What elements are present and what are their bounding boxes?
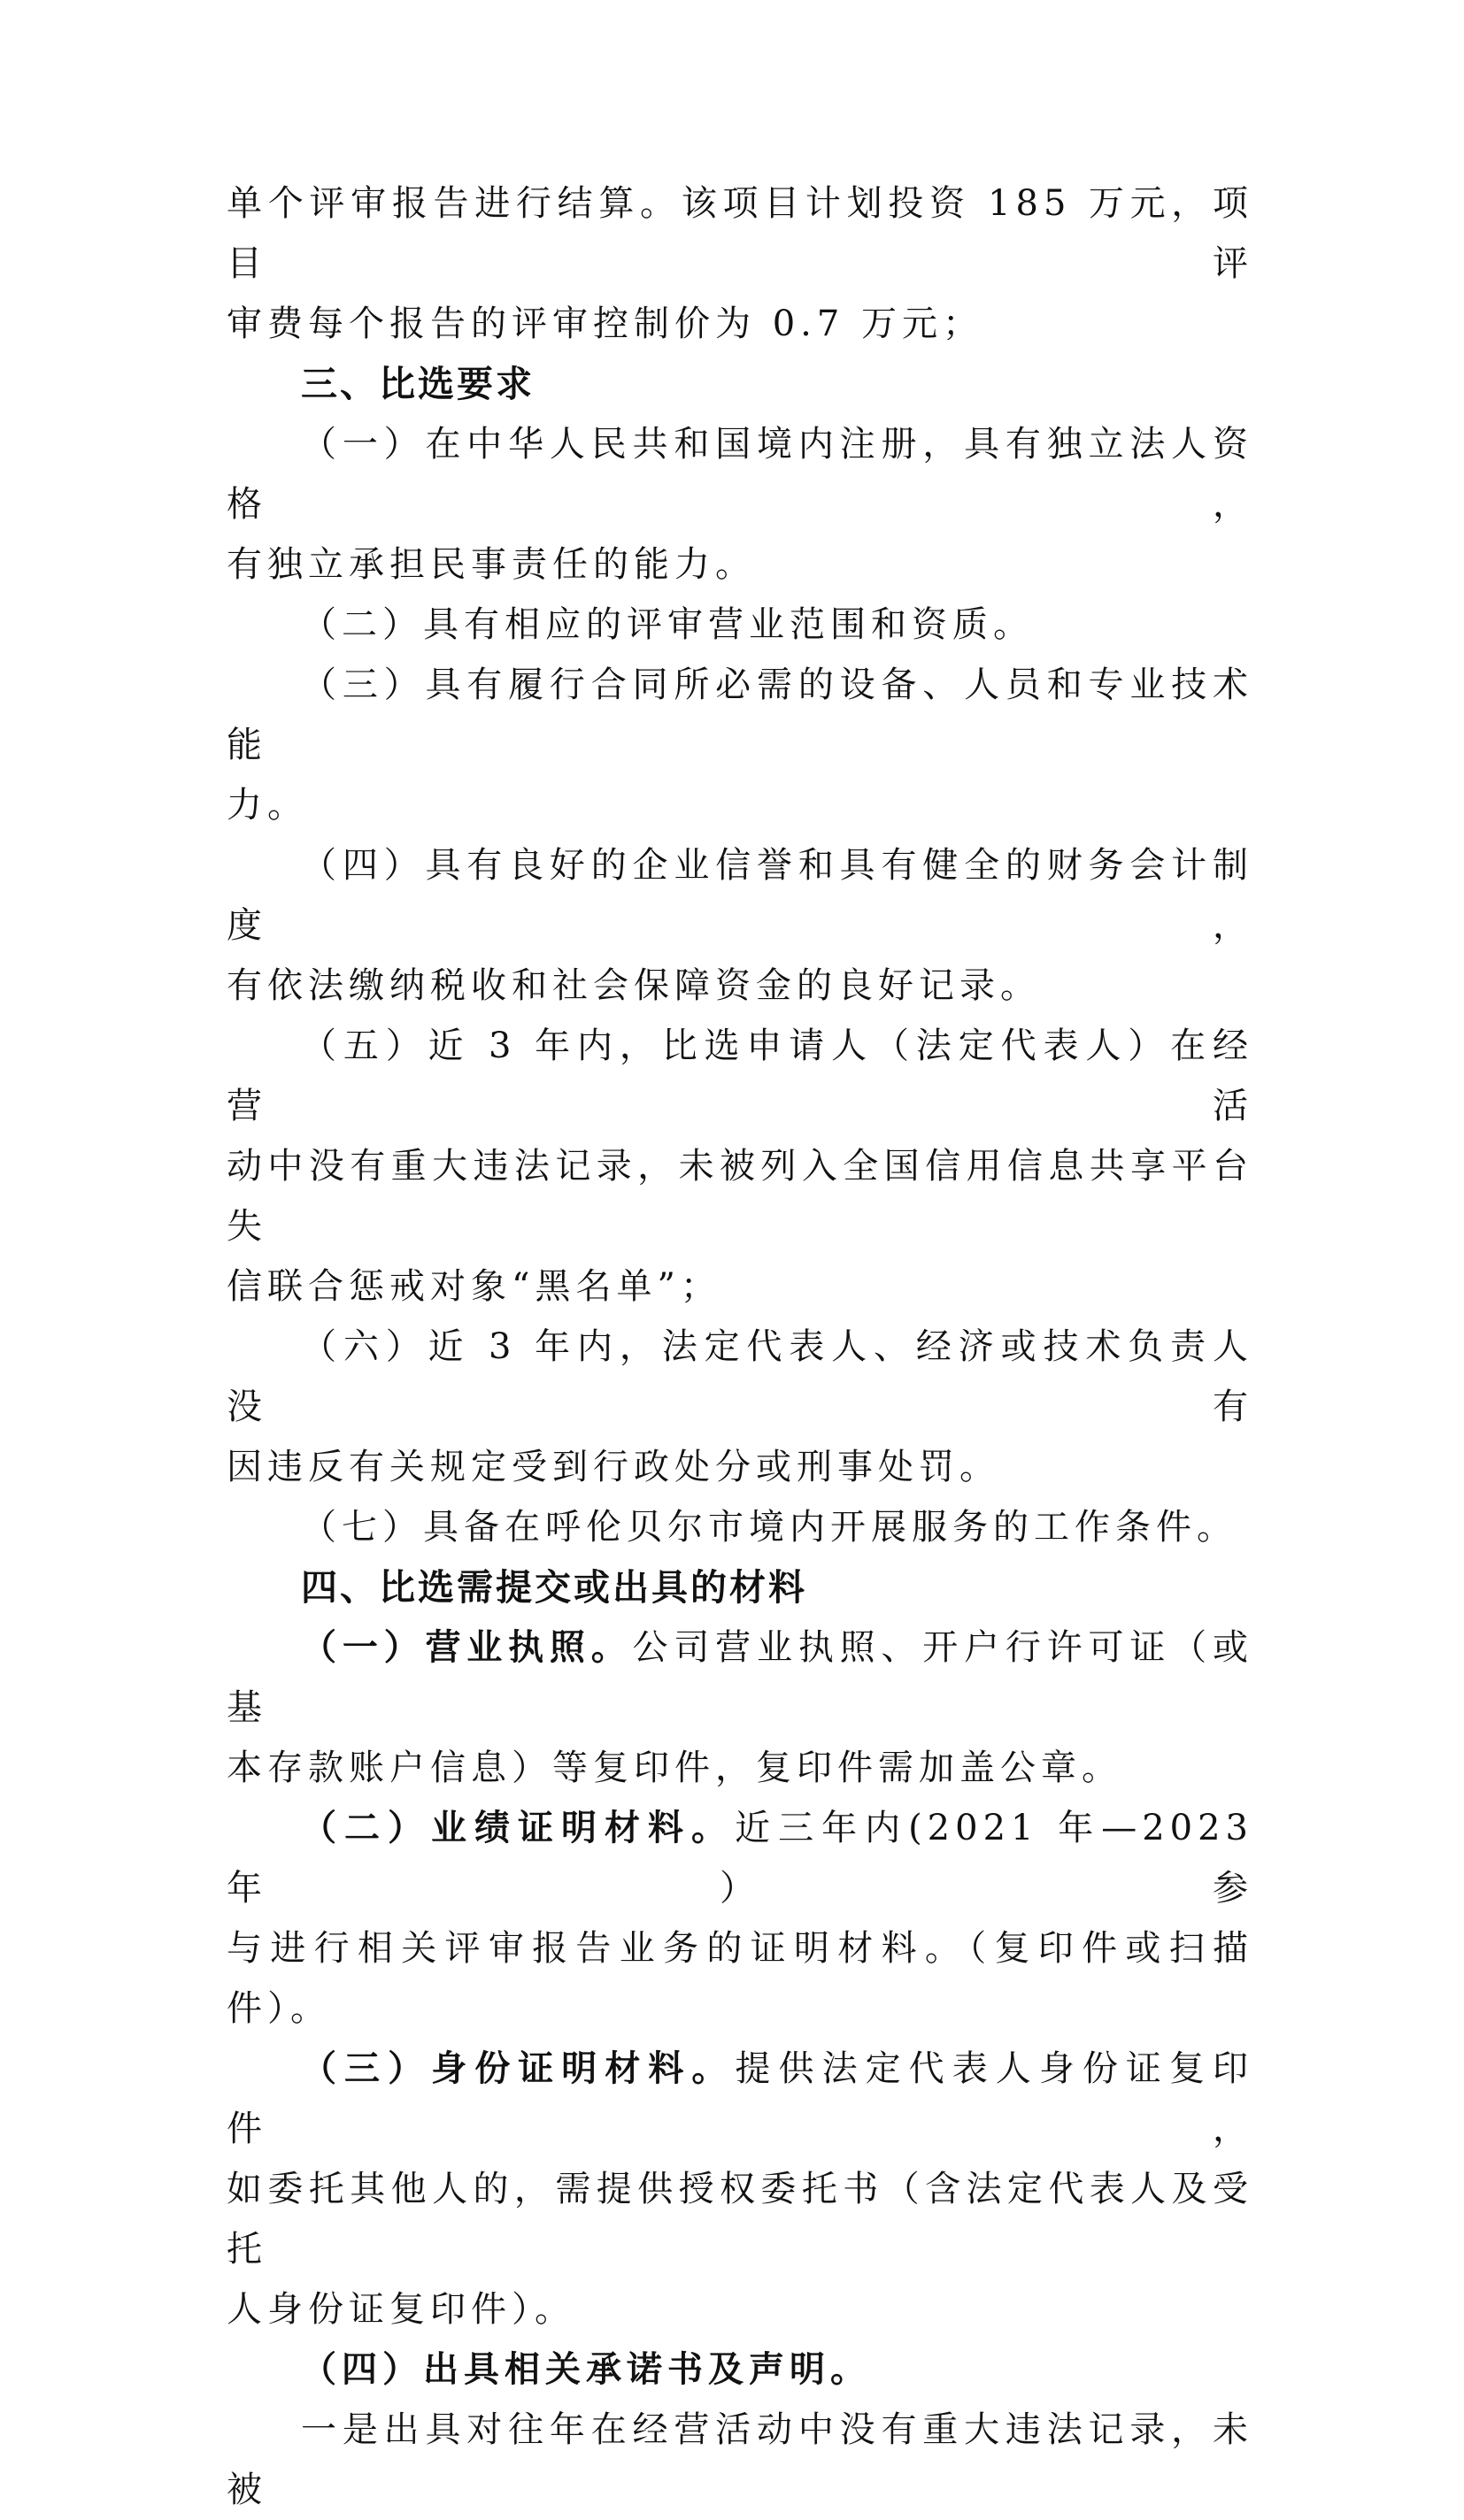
item-heading: （四）出具相关承诺书及声明。 [301, 2349, 871, 2390]
paragraph-line: 有依法缴纳税收和社会保障资金的良好记录。 [227, 965, 1041, 1006]
paragraph-line: 动中没有重大违法记录，未被列入全国信用信息共享平台失 [227, 1146, 1253, 1247]
item-heading: （三）身份证明材料。 [301, 2048, 736, 2089]
paragraph-line: 力。 [227, 785, 308, 826]
paragraph-line: 如委托其他人的，需提供授权委托书（含法定代表人及受托 [227, 2169, 1253, 2270]
paragraph-line: 本存款账户信息）等复印件，复印件需加盖公章。 [227, 1748, 1122, 1788]
paragraph-line: 人身份证复印件）。 [227, 2289, 575, 2330]
paragraph-line: 与进行相关评审报告业务的证明材料。（复印件或扫描件）。 [227, 1928, 1253, 2029]
paragraph-line [227, 2339, 1253, 2400]
section-heading: 三、比选要求 [301, 363, 535, 405]
paragraph-line: 一是出具对往年在经营活动中没有重大违法记录，未被 [227, 2409, 1253, 2510]
item-text: 公司营业执照、开户行许可证（或基 [227, 1627, 1254, 1728]
paragraph-line: （二）具有相应的评审营业范围和资质。 [301, 604, 1034, 645]
document-page [227, 173, 1253, 2520]
paragraph-line [227, 1798, 1253, 1918]
paragraph-line [227, 2039, 1253, 2159]
item-text: 近三年内(2021 年—2023 年）参 [227, 1808, 1254, 1909]
paragraph-line: （六）近 3 年内，法定代表人、经济或技术负责人没有 [227, 1326, 1253, 1427]
paragraph-line: （三）具有履行合同所必需的设备、人员和专业技术能 [227, 665, 1253, 765]
paragraph-line: （一）在中华人民共和国境内注册，具有独立法人资格， [227, 424, 1253, 525]
paragraph-line: 信联合惩戒对象“黑名单”； [227, 1266, 721, 1307]
section-heading: 四、比选需提交或出具的材料 [301, 1566, 807, 1609]
item-heading: （二）业绩证明材料。 [301, 1808, 736, 1848]
paragraph-line: （七）具备在呼伦贝尔市境内开展服务的工作条件。 [301, 1507, 1237, 1548]
paragraph-line: （五）近 3 年内，比选申请人（法定代表人）在经营活 [227, 1026, 1253, 1126]
item-heading: （一）营业执照。 [301, 1627, 633, 1668]
item-text: 提供法定代表人身份证复印件， [227, 2048, 1254, 2149]
paragraph-line: 有独立承担民事责任的能力。 [227, 544, 756, 585]
paragraph-line: 审费每个报告的评审控制价为 0.7 万元； [227, 303, 984, 344]
paragraph-line: 单个评审报告进行结算。该项目计划投资 185 万元，项目评 [227, 183, 1253, 284]
paragraph-line: 因违反有关规定受到行政处分或刑事处罚。 [227, 1447, 1000, 1487]
paragraph-line [227, 1617, 1253, 1738]
paragraph-line: （四）具有良好的企业信誉和具有健全的财务会计制度， [227, 845, 1253, 946]
